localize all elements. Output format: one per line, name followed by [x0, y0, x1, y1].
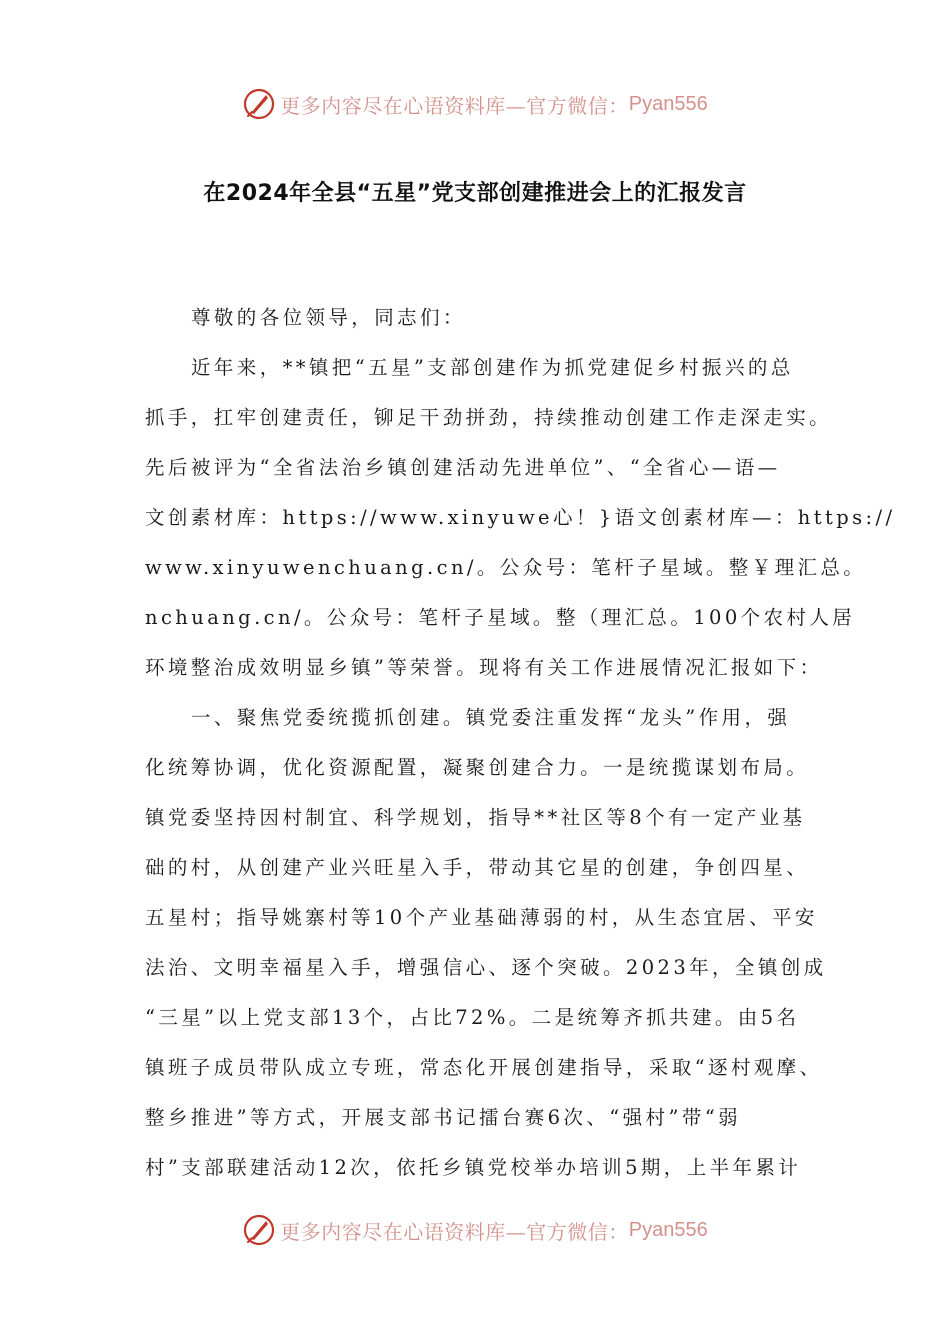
footer-banner-wechat-id: Pyan556 [628, 1218, 708, 1241]
paragraph-line: www.xinyuwenchuang.cn/。公众号：笔杆子星域。整￥理汇总。 [145, 556, 867, 579]
paragraph-line: 五星村；指导姚寨村等10个产业基础薄弱的村，从生态宜居、平安 [145, 906, 818, 929]
paragraph-line: 础的村，从创建产业兴旺星入手，带动其它星的创建，争创四星、 [145, 856, 810, 879]
paragraph-line: “三星”以上党支部13个，占比72%。二是统筹齐抓共建。由5名 [145, 1006, 800, 1029]
quill-logo-icon [242, 87, 276, 121]
paragraph-line: 近年来，**镇把“五星”支部创建作为抓党建促乡村振兴的总 [191, 356, 794, 379]
header-banner-wechat-id: Pyan556 [628, 92, 708, 115]
paragraph-line: 先后被评为“全省法治乡镇创建活动先进单位”、“全省心—语— [145, 456, 781, 479]
paragraph-line: 法治、文明幸福星入手，增强信心、逐个突破。2023年，全镇创成 [145, 956, 827, 979]
document-title: 在2024年全县“五星”党支部创建推进会上的汇报发言 [203, 181, 747, 206]
paragraph-line: nchuang.cn/。公众号：笔杆子星域。整（理汇总。100个农村人居 [145, 606, 856, 629]
header-watermark-banner [0, 84, 950, 124]
footer-watermark-banner [0, 1210, 950, 1250]
paragraph-line: 村”支部联建活动12次，依托乡镇党校举办培训5期，上半年累计 [145, 1156, 802, 1179]
quill-logo-icon [242, 1213, 276, 1247]
salutation-line: 尊敬的各位领导，同志们： [191, 306, 466, 329]
paragraph-line: 化统筹协调，优化资源配置，凝聚创建合力。一是统揽谋划布局。 [145, 756, 810, 779]
paragraph-line: 环境整治成效明显乡镇”等荣誉。现将有关工作进展情况汇报如下： [145, 656, 823, 679]
paragraph-line: 镇班子成员带队成立专班，常态化开展创建指导，采取“逐村观摩、 [145, 1056, 823, 1079]
paragraph-line: 整乡推进”等方式，开展支部书记擂台赛6次、“强村”带“弱 [145, 1106, 741, 1129]
paragraph-line: 抓手，扛牢创建责任，铆足干劲拼劲，持续推动创建工作走深走实。 [145, 406, 833, 429]
paragraph-line: 镇党委坚持因村制宜、科学规划，指导**社区等8个有一定产业基 [145, 806, 806, 829]
document-body [145, 298, 896, 1198]
paragraph-line: 一、聚焦党委统揽抓创建。镇党委注重发挥“龙头”作用，强 [191, 706, 791, 729]
paragraph-line: 文创素材库：https://www.xinyuwe心！}语文创素材库—：https:// [145, 506, 896, 529]
header-banner-text: 更多内容尽在心语资料库—官方微信： [280, 93, 629, 118]
footer-banner-text: 更多内容尽在心语资料库—官方微信： [280, 1219, 629, 1244]
